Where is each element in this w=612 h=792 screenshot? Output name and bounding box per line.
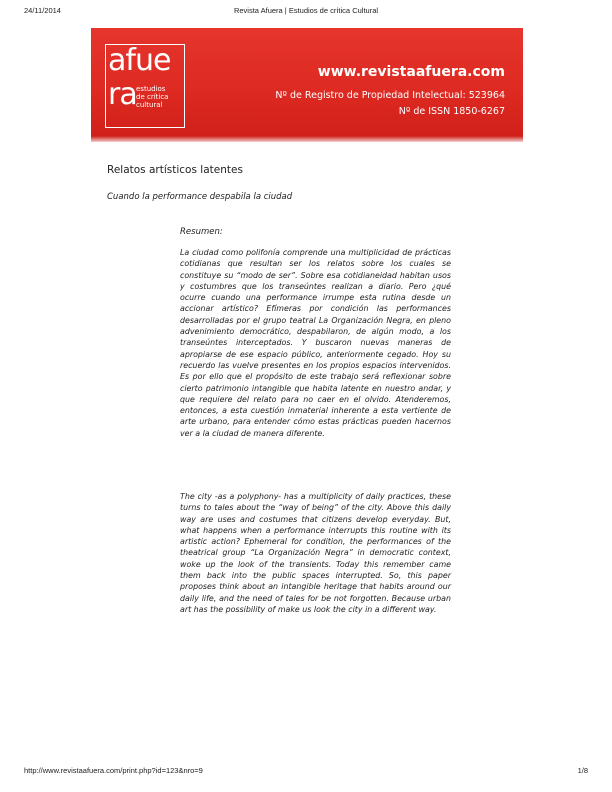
logo-subtitle bbox=[136, 85, 168, 109]
banner-registration: Nº de Registro de Propiedad Intelectual: 523964 bbox=[275, 90, 505, 101]
print-footer bbox=[0, 766, 612, 778]
abstract-english: The city -as a polyphony- has a multiplicity of daily practices, these turns to tales about the “way of being” of the city. Above this daily way are uses and costumes that citizens develop everyday. But, what happens when a performance interrupts this routine with its artistic action? Ephemeral for condition, the performances of the theatrical group “La Organización Negra” in democratic context, woke up the look of the transients. Today this remember came them back into the public spaces interrupted. So, this paper proposes think about an intangible heritage that habits around our daily life, and the need of tales for be not forgotten. Because urban art has the possibility of make us look the city in a different way. bbox=[180, 492, 451, 614]
print-url: http://www.revistaafuera.com/print.php?id=123&nro=9 bbox=[24, 766, 203, 775]
print-date: 24/11/2014 bbox=[24, 6, 61, 15]
print-doc-title: Revista Afuera | Estudios de crítica Cultural bbox=[233, 6, 379, 15]
page-counter: 1/8 bbox=[577, 766, 588, 775]
logo-sub-line: de crítica bbox=[136, 93, 169, 101]
afuera-logo bbox=[105, 44, 185, 128]
banner-site-url: www.revistaafuera.com bbox=[317, 64, 505, 80]
banner-fade bbox=[91, 136, 523, 142]
abstract-spanish: La ciudad como polifonía comprende una multiplicidad de prácticas cotidianas que resultan ser los relatos sobre los cuales se constituye su “modo de ser”. Sobre esa cotidianeidad habitan usos y costumbres que los transeúntes realizan a diario. Pero ¿qué ocurre cuando una performance irrumpe esta rutina desde un accionar artístico? Efímeras por condición las performances desarrolladas por el grupo teatral La Organización Negra, en pleno advenimiento democrático, despabilaron, de algún modo, a los transeúntes interceptados. Y buscaron nuevas maneras de apropiarse de ese espacio público, anteriormente cegado. Hoy su recuerdo las vuelve presentes en los propios espacios intervenidos. Es por ello que el propósito de este trabajo será reflexionar sobre cierto patrimonio intangible que habita latente en nuestro andar, y que requiere del relato para no caer en el olvido. Atenderemos, entonces, a esta cuestión inmaterial inherente a esta vertiente de arte urbano, para entender cómo estas prácticas pueden hacernos ver a la ciudad de manera diferente. bbox=[180, 248, 451, 438]
logo-sub-line: estudios bbox=[136, 85, 166, 93]
abstract-label: Resumen: bbox=[180, 227, 223, 237]
print-header bbox=[0, 6, 612, 18]
logo-text-line2: ra bbox=[108, 77, 137, 112]
journal-banner bbox=[91, 28, 523, 142]
logo-sub-line: cultural bbox=[136, 101, 163, 109]
article-title: Relatos artísticos latentes bbox=[107, 164, 243, 176]
logo-text-line1: afue bbox=[108, 43, 171, 78]
banner-issn: Nº de ISSN 1850-6267 bbox=[398, 106, 505, 117]
article-subtitle: Cuando la performance despabila la ciudad bbox=[107, 192, 293, 202]
